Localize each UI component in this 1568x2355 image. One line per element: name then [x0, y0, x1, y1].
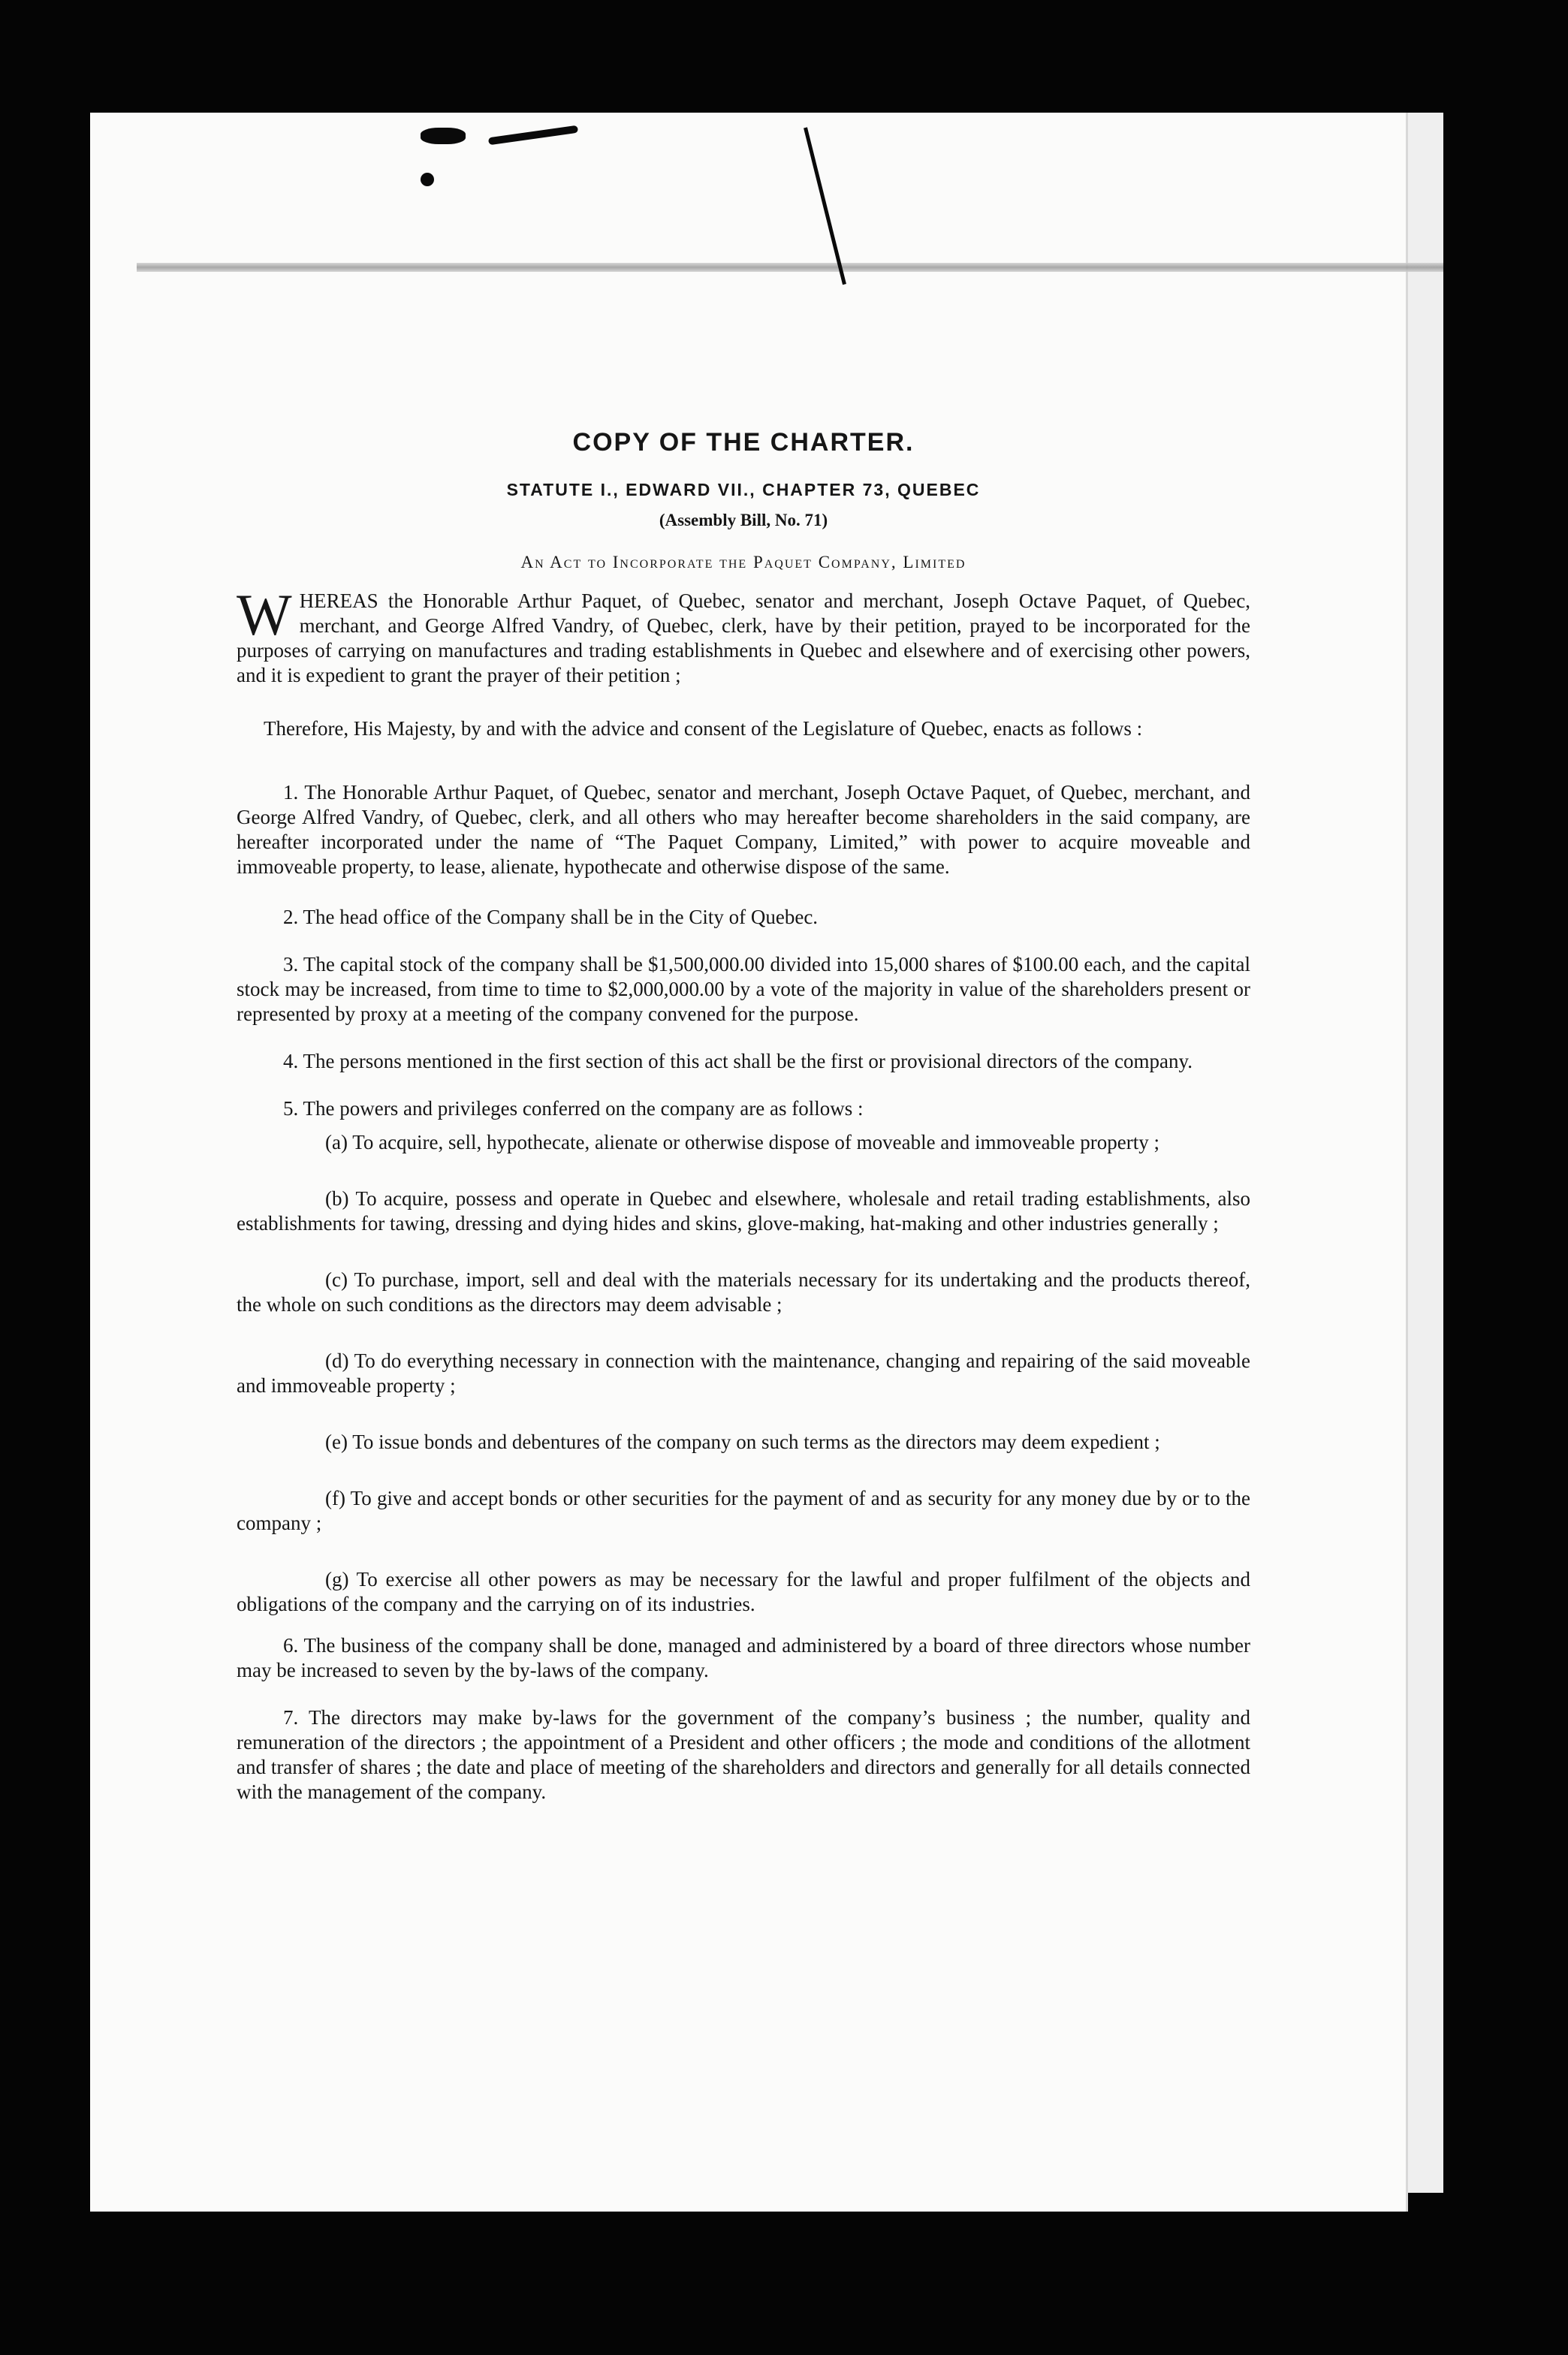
section-3: 3. The capital stock of the company shall be $1,500,000.00 divided into 15,000 shares of $100.00 each, and the capital stock may be increased, from time to time to $2,000,000.00 by a vote of the majority in value of the shareholders present or represented by proxy at a meeting of the company convened for the purpose.	[237, 953, 1250, 1025]
section-1: 1. The Honorable Arthur Paquet, of Quebec, senator and merchant, Joseph Octave Paquet, of Quebec, merchant, and George Alfred Vandry, of Quebec, clerk, and all others who may hereafter become shareholders in the said company, are hereafter incorporated under the name of “The Paquet Company, Limited,” with power to acquire moveable and immoveable property, to lease, alienate, hypothecate and otherwise dispose of the same.	[237, 781, 1250, 878]
charter-content	[237, 428, 1250, 1827]
ink-mark	[421, 173, 434, 186]
section-2: 2. The head office of the Company shall be in the City of Quebec.	[283, 906, 819, 928]
preamble-text: HEREAS the Honorable Arthur Paquet, of Quebec, senator and merchant, Joseph Octave Paquet, of Quebec, merchant, and George Alfred Vandry, of Quebec, clerk, have by their petition, prayed to be incorporated for the purposes of carrying on manufactures and trading establishments in Quebec and elsewhere and of exercising other powers, and it is expedient to grant the prayer of their petition ;	[237, 590, 1250, 686]
preamble	[237, 582, 1250, 688]
drop-cap: W	[237, 582, 292, 647]
ink-mark	[421, 128, 466, 144]
statute-reference: STATUTE I., EDWARD VII., CHAPTER 73, QUEBEC	[506, 480, 981, 499]
power-a: (a) To acquire, sell, hypothecate, alienate or otherwise dispose of moveable and immoveable property ;	[325, 1131, 1159, 1153]
power-b: (b) To acquire, possess and operate in Quebec and elsewhere, wholesale and retail trading establishments, also establishments for tawing, dressing and dying hides and skins, glove-making, hat-making and other industries generally ;	[237, 1187, 1250, 1235]
power-g: (g) To exercise all other powers as may be necessary for the lawful and proper fulfilment of the objects and obligations of the company and the carrying on of its industries.	[237, 1568, 1250, 1615]
section-6: 6. The business of the company shall be done, managed and administered by a board of three directors whose number may be increased to seven by the by-laws of the company.	[237, 1634, 1250, 1681]
power-e: (e) To issue bonds and debentures of the company on such terms as the directors may deem expedient ;	[325, 1431, 1160, 1453]
section-5: 5. The powers and privileges conferred on the company are as follows :	[283, 1097, 864, 1120]
power-d: (d) To do everything necessary in connection with the maintenance, changing and repairing of the said moveable and immoveable property ;	[237, 1349, 1250, 1397]
ink-stroke	[804, 127, 846, 285]
power-c: (c) To purchase, import, sell and deal with the materials necessary for its undertaking and the products thereof, the whole on such conditions as the directors may deem advisable ;	[237, 1268, 1250, 1316]
power-f: (f) To give and accept bonds or other securities for the payment of and as security for any money due by or to the company ;	[237, 1487, 1250, 1534]
ink-mark	[488, 125, 578, 146]
enacting-clause: Therefore, His Majesty, by and with the advice and consent of the Legislature of Quebec, enacts as follows :	[264, 717, 1143, 740]
bill-number: (Assembly Bill, No. 71)	[659, 511, 828, 529]
section-7: 7. The directors may make by-laws for the government of the company’s business ; the number, quality and remuneration of the directors ; the appointment of a President and other officers ; the mode and conditions of the allotment and transfer of shares ; the date and place of meeting of the shareholders and directors and generally for all details connected with the management of the company.	[237, 1706, 1250, 1803]
fold-crease	[137, 263, 1443, 272]
section-4: 4. The persons mentioned in the first section of this act shall be the first or provisional directors of the company.	[283, 1050, 1193, 1072]
page-title: COPY OF THE CHARTER.	[572, 428, 915, 457]
act-title: An Act to Incorporate the Paquet Company, Limited	[520, 553, 966, 571]
